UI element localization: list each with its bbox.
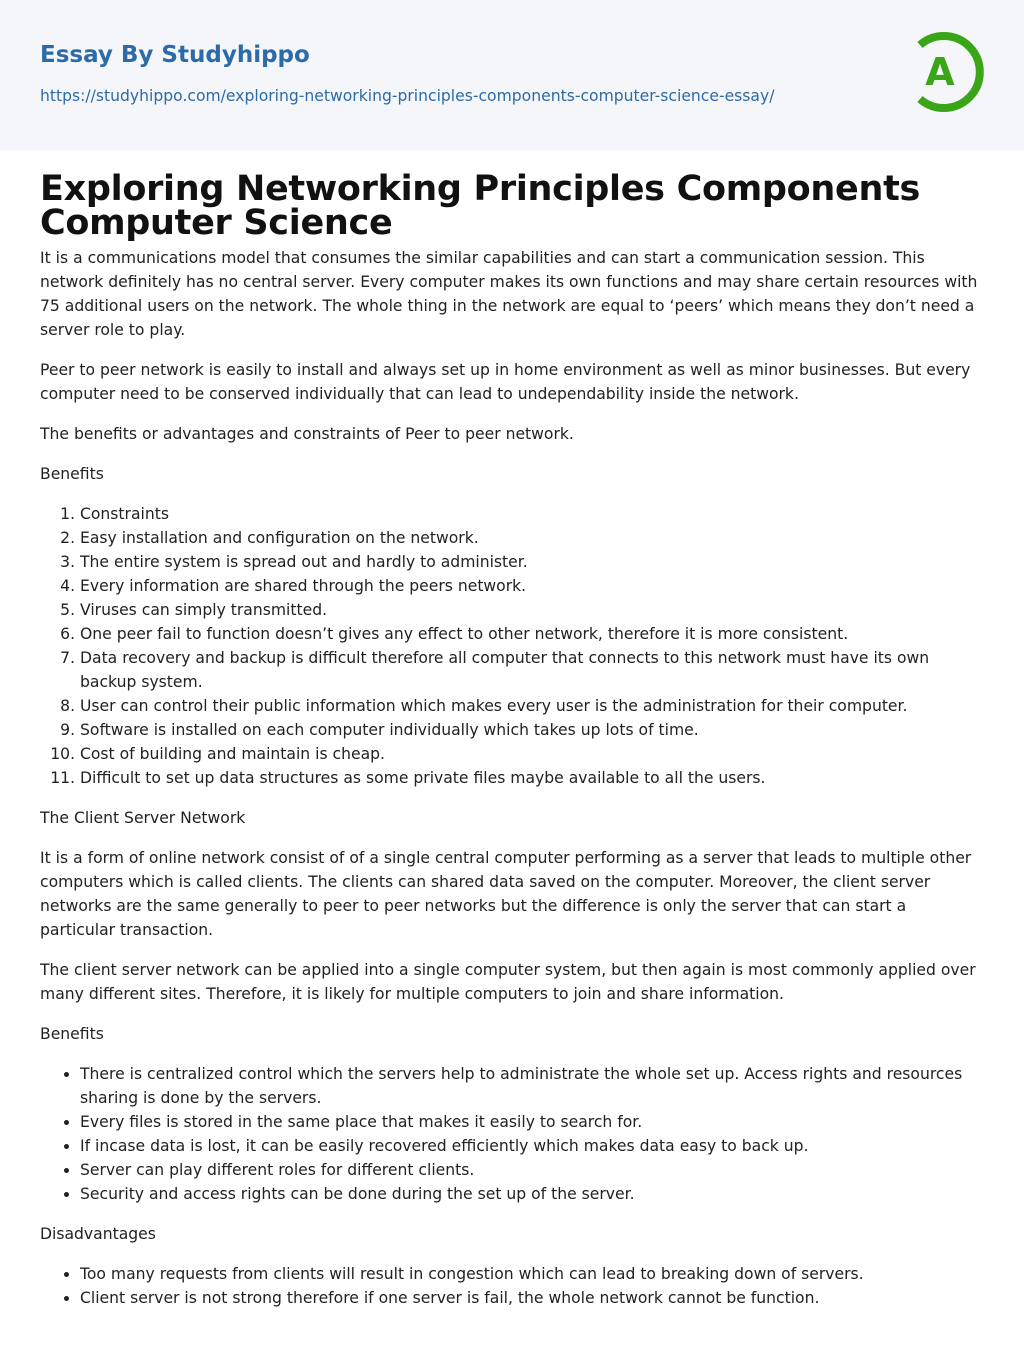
list-item: 4. Every information are shared through the peers network. bbox=[80, 574, 984, 598]
list-item: 10. Cost of building and maintain is cheap. bbox=[80, 742, 984, 766]
client-server-benefits-list bbox=[40, 1062, 984, 1206]
brand-title[interactable]: Essay By Studyhippo bbox=[40, 42, 310, 68]
list-item: 1. Constraints bbox=[80, 502, 984, 526]
benefits-label-p2p: Benefits bbox=[40, 465, 104, 483]
paragraph-client-server-usage: The client server network can be applied into a single computer system, but then again is most commonly applied over many different sites. Therefore, it is likely for multiple computers to join and share information. bbox=[40, 961, 976, 1003]
p2p-list bbox=[40, 502, 984, 790]
logo-letter: A bbox=[925, 50, 955, 94]
list-item: 9. Software is installed on each computer individually which takes up lots of time. bbox=[80, 718, 984, 742]
client-server-heading: The Client Server Network bbox=[40, 809, 246, 827]
list-item: • If incase data is lost, it can be easily recovered efficiently which makes data easy to back up. bbox=[80, 1134, 984, 1158]
page-header bbox=[0, 0, 1024, 150]
list-item: • Every files is stored in the same place that makes it easily to search for. bbox=[80, 1110, 984, 1134]
paragraph-client-server-def: It is a form of online network consist of of a single central computer performing as a server that leads to multiple other computers which is called clients. The clients can shared data saved on the computer. Moreover, the client server networks are the same generally to peer to peer networks but the difference is only the server that can start a particular transaction. bbox=[40, 849, 972, 939]
essay-content bbox=[0, 169, 1024, 1310]
list-item: • Too many requests from clients will result in congestion which can lead to breaking down of servers. bbox=[80, 1262, 984, 1286]
list-item: • Security and access rights can be done during the set up of the server. bbox=[80, 1182, 984, 1206]
studyhippo-logo-icon[interactable] bbox=[908, 28, 988, 116]
list-item: 11. Difficult to set up data structures as some private files maybe available to all the users. bbox=[80, 766, 984, 790]
list-item: 6. One peer fail to function doesn’t gives any effect to other network, therefore it is more consistent. bbox=[80, 622, 984, 646]
list-item: 5. Viruses can simply transmitted. bbox=[80, 598, 984, 622]
list-item: • Client server is not strong therefore if one server is fail, the whole network cannot be function. bbox=[80, 1286, 984, 1310]
paragraph-p2p-setup: Peer to peer network is easily to install and always set up in home environment as well as minor businesses. But every computer need to be conserved individually that can lead to undependability inside the network. bbox=[40, 361, 971, 403]
client-server-disadvantages-list bbox=[40, 1262, 984, 1310]
paragraph-benefits-intro: The benefits or advantages and constraints of Peer to peer network. bbox=[40, 425, 574, 443]
page-title: Exploring Networking Principles Components Computer Science bbox=[40, 169, 921, 243]
list-item: 2. Easy installation and configuration on the network. bbox=[80, 526, 984, 550]
disadvantages-label: Disadvantages bbox=[40, 1225, 156, 1243]
essay-url-link[interactable]: https://studyhippo.com/exploring-networking-principles-components-computer-science-essay/ bbox=[40, 87, 775, 105]
benefits-label-client-server: Benefits bbox=[40, 1025, 104, 1043]
list-item: 8. User can control their public information which makes every user is the administration for their computer. bbox=[80, 694, 984, 718]
list-item: • There is centralized control which the servers help to administrate the whole set up. Access rights and resources sharing is done by the servers. bbox=[80, 1062, 984, 1110]
paragraph-intro: It is a communications model that consumes the similar capabilities and can start a communication session. This network definitely has no central server. Every computer makes its own functions and may share certain resources with 75 additional users on the network. The whole thing in the network are equal to ‘peers’ which means they don’t need a server role to play. bbox=[40, 249, 978, 339]
list-item: 7. Data recovery and backup is difficult therefore all computer that connects to this network must have its own backup system. bbox=[80, 646, 984, 694]
list-item: 3. The entire system is spread out and hardly to administer. bbox=[80, 550, 984, 574]
list-item: • Server can play different roles for different clients. bbox=[80, 1158, 984, 1182]
